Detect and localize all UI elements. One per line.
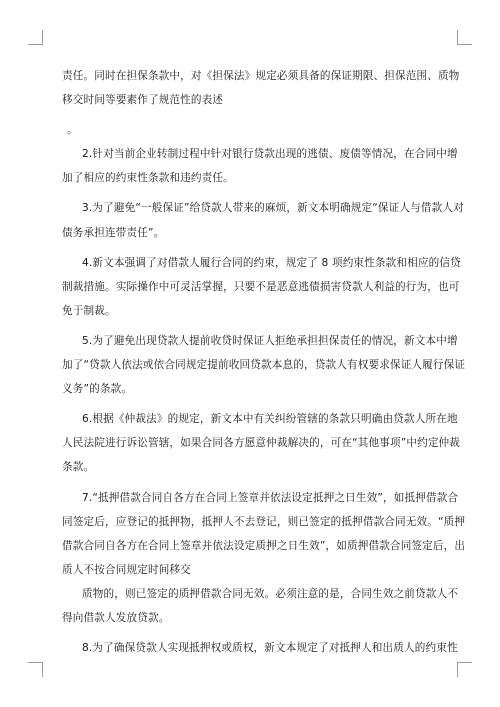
document-body	[62, 64, 466, 660]
text-line: 义务”的条款。	[62, 383, 133, 396]
crop-mark-bottom-left	[28, 662, 43, 677]
text-line: 人民法院进行诉讼管辖，如果合同各方愿意仲裁解决的，可在“其他事项”中约定仲裁	[62, 437, 461, 450]
text-line: 3.为了避免“一般保证”给贷款人带来的麻烦，新文本明确规定“保证人与借款人对	[82, 202, 464, 215]
crop-mark-top-right	[457, 30, 472, 45]
text-line: 条款。	[62, 461, 95, 474]
text-line: 加了“贷款人依法或依合同规定提前收回贷款本息的，贷款人有权要求保证人履行保证	[62, 359, 466, 372]
crop-mark-bottom-right	[457, 662, 472, 677]
text-line: 移交时间等要素作了规范性的表述	[62, 94, 224, 107]
text-line: 。	[67, 124, 78, 137]
text-line: 债务承担连带责任”。	[62, 226, 165, 239]
text-line: 责任。同时在担保条款中，对《担保法》规定必须具备的保证期限、担保范围、质物	[62, 70, 460, 82]
text-line: 7.“抵押借款合同自各方在合同上签章并依法设定抵押之日生效”，如抵押借款合	[82, 491, 459, 504]
text-line: 2.针对当前企业转制过程中针对银行贷款出现的逃债、废债等情况，在合同中增	[82, 148, 458, 161]
crop-mark-top-left	[28, 30, 43, 45]
text-line: 得向借款人发放贷款。	[62, 611, 170, 624]
text-line: 免于制裁。	[62, 304, 116, 317]
text-line: 制裁措施。实际操作中可灵活掌握，只要不是恶意逃债损害贷款人利益的行为，也可	[62, 280, 460, 293]
text-line: 5.为了避免出现贷款人提前收贷时保证人拒绝承担担保责任的情况，新文本中增	[82, 334, 458, 347]
text-line: 借款合同自各方在合同上签章并依法设定质押之日生效”，如质押借款合同签定后，出	[62, 539, 466, 552]
text-line: 4.新文本强调了对借款人履行合同的约束，规定了 8 项约束性条款和相应的信贷	[82, 256, 461, 269]
text-line: 6.根据《仲裁法》的规定，新文本中有关纠纷管辖的条款只明确由贷款人所在地	[82, 413, 458, 426]
text-line: 8.为了确保贷款人实现抵押权或质权，新文本规定了对抵押人和出质人的约束性	[82, 642, 458, 655]
text-line: 加了相应的约束性条款和违约责任。	[62, 172, 234, 185]
text-line: 同签定后，应登记的抵押物，抵押人不去登记，则已签定的抵押借款合同无效。“质押	[62, 515, 466, 528]
text-line: 质物的，则已签定的质押借款合同无效。必须注意的是，合同生效之前贷款人不	[82, 587, 459, 600]
text-line: 质人不按合同规定时间移交	[62, 563, 191, 576]
